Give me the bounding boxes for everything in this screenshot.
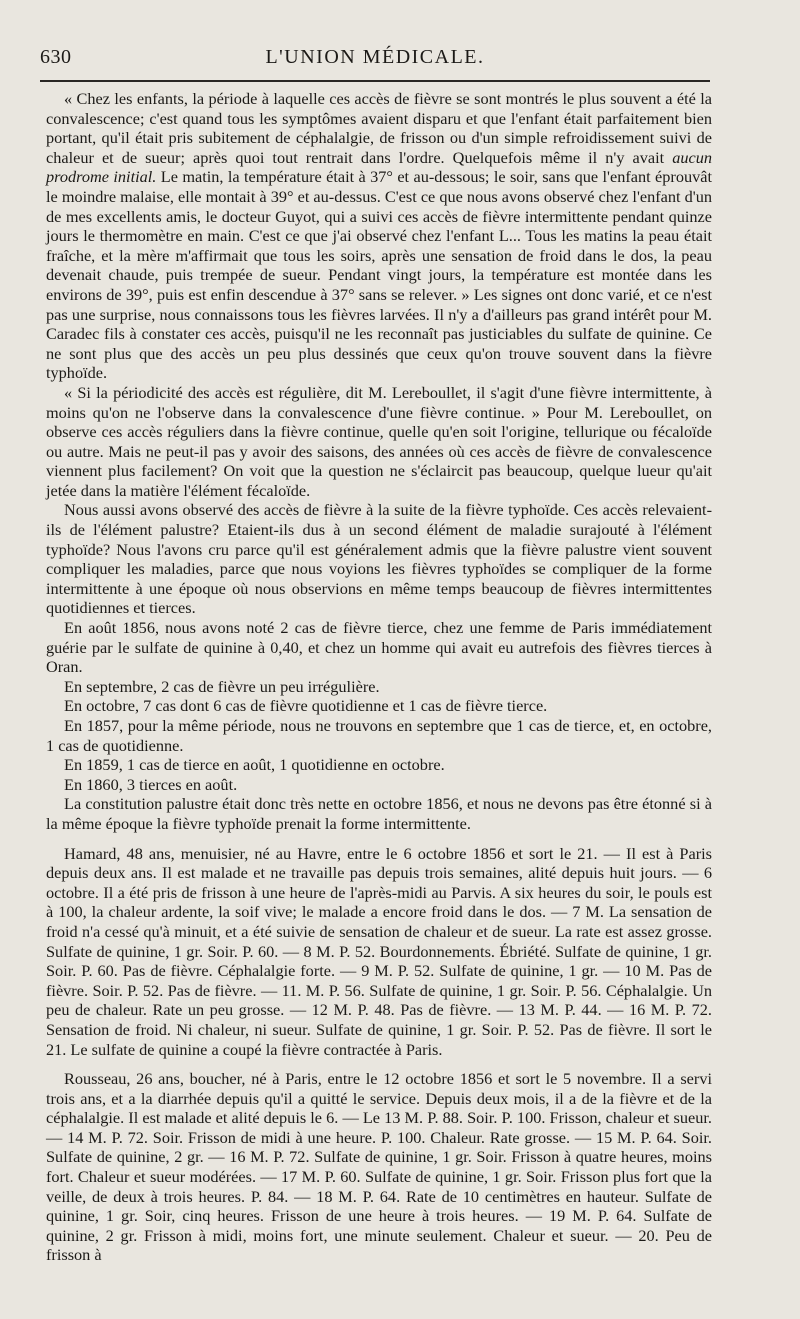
case-report-hamard: Hamard, 48 ans, menuisier, né au Havre, entre le 6 octobre 1856 et sort le 21. — Il est à Paris depuis deux ans. Il est malade et ne travaille pas depuis trois semaines, alité depuis huit jours. — 6 octobre. Il a été pris de frisson à une heure de l'après-midi au Parvis. A six heures du soir, le pouls est à 100, la chaleur ardente, la soif vive; le malade a encore froid dans le dos. — 7 M. La sensation de froid n'a cessé qu'à minuit, et a été suivie de sensation de chaleur et de sueur. La rate est assez grosse. Sulfate de quinine, 1 gr. Soir. P. 60. — 8 M. P. 52. Bourdonnements. Ébriété. Sulfate de quinine, 1 gr. Soir. P. 60. Pas de fièvre. Céphalalgie forte. — 9 M. P. 52. Sulfate de quinine, 1 gr. — 10 M. Pas de fièvre. Soir. P. 52. Pas de fièvre. — 11. M. P. 56. Sulfate de quinine, 1 gr. Soir. P. 56. Céphalalgie. Un peu de chaleur. Rate un peu grosse. — 12 M. P. 48. Pas de fièvre. — 13 M. P. 44. — 16 M. P. 72. Sensation de froid. Ni chaleur, ni sueur. Sulfate de quinine, 1 gr. Soir. P. 52. Pas de fièvre. Il sort le 21. Le sulfate de quinine a coupé la fièvre contractée à Paris. — [46, 843, 712, 1059]
header-rule — [40, 80, 710, 82]
paragraph: En septembre, 2 cas de fièvre un peu irrégulière. — [64, 676, 380, 696]
paragraph: La constitution palustre était donc très nette en octobre 1856, et nous ne devons pas être étonné si à la même époque la fièvre typhoïde prenait la forme intermittente. — [46, 794, 712, 833]
paragraph — [46, 89, 712, 383]
paragraph: « Si la périodicité des accès est régulière, dit M. Lereboullet, il s'agit d'une fièvre intermittente, à moins qu'on ne l'observe dans la convalescence d'une fièvre continue. » Pour M. Lereboullet, on observe ces accès réguliers dans la fièvre continue, quelle qu'en soit l'origine, tellurique ou fécaloïde ou autre. Mais ne peut-il pas y avoir des saisons, des années où ces accès de fièvre de convalescence viennent plus facilement? On voit que la question ne s'éclaircit pas beaucoup, quelque lueur qu'ait jetée dans la matière l'élément fécaloïde. — [46, 382, 712, 500]
paragraph: En 1857, pour la même période, nous ne trouvons en septembre que 1 cas de tierce, et, en octobre, 1 cas de quotidienne. — [46, 716, 712, 755]
paragraph: En août 1856, nous avons noté 2 cas de fièvre tierce, chez une femme de Paris immédiatement guérie par le sulfate de quinine à 0,40, et chez un homme qui avait eu autrefois des fièvres tierces à Oran. — [46, 618, 712, 677]
paragraph: En 1860, 3 tierces en août. — [64, 774, 238, 794]
paragraph-text: « Chez les enfants, la période à laquelle ces accès de fièvre se sont montrés le plus souvent a été la convalescence; c'est quand tous les symptômes avaient disparu et que l'enfant était parfaitement bien portant, qu'il était pris subitement de céphalalgie, de frisson ou d'un simple refroidissement suivi de chaleur et de sueur; après quoi tout rentrait dans l'ordre. Quelquefois même il n'y avait — [46, 89, 712, 167]
body-text — [46, 89, 712, 1265]
paragraph: Nous aussi avons observé des accès de fièvre à la suite de la fièvre typhoïde. Ces accès relevaient-ils de l'élément palustre? Etaient-ils dus à un second élément de maladie surajouté à l'élément typhoïde? Nous l'avons cru parce qu'il est généralement admis que la fièvre palustre vient souvent compliquer les maladies, parce que nous voyions les fièvres typhoïdes se compliquer de la forme intermittente à une époque où nous observions en même temps beaucoup de fièvres intermittentes quotidiennes et tierces. — [46, 500, 712, 618]
case-report-rousseau: Rousseau, 26 ans, boucher, né à Paris, entre le 12 octobre 1856 et sort le 5 novembre. Il a servi trois ans, et a la diarrhée depuis qu'il a quitté le service. Depuis deux mois, il a de la fièvre et de la céphalalgie. Il est malade et alité depuis le 6. — Le 13 M. P. 88. Soir. P. 100. Frisson, chaleur et sueur. — 14 M. P. 72. Soir. Frisson de midi à une heure. P. 100. Chaleur. Rate grosse. — 15 M. P. 64. Soir. Sulfate de quinine, 2 gr. — 16 M. P. 72. Sulfate de quinine, 1 gr. Soir. Frisson à quatre heures, moins fort. Chaleur et sueur modérées. — 17 M. P. 60. Sulfate de quinine, 1 gr. Soir. Frisson plus fort que la veille, de deux à trois heures. P. 84. — 18 M. P. 64. Rate de 10 centimètres en hauteur. Sulfate de quinine, 1 gr. Soir, cinq heures. Frisson de une heure à trois heures. — 19 M. P. 64. Sulfate de quinine, 2 gr. Frisson à midi, moins fort, une minute seulement. Chaleur et sueur. — 20. Peu de frisson à — [46, 1069, 712, 1265]
page-header — [40, 46, 710, 74]
paragraph: En 1859, 1 cas de tierce en août, 1 quotidienne en octobre. — [64, 755, 445, 775]
page-number: 630 — [40, 46, 72, 68]
paragraph: En octobre, 7 cas dont 6 cas de fièvre quotidienne et 1 cas de fièvre tierce. — [64, 696, 548, 716]
paragraph-text: Le matin, la température était à 37° et au-dessous; le soir, sans que l'enfant éprouvât le moindre malaise, elle montait à 39° et au-dessus. C'est ce que nous avons observé chez l'enfant d'un de mes excellents amis, le docteur Guyot, qui a suivi ces accès de fièvre intermittente pendant quinze jours le thermomètre en main. C'est ce que j'ai observé chez l'enfant L... Tous les matins la peau était fraîche, et la mère m'affirmait que tous les soirs, après une sensation de froid dans le dos, la peau devenait chaude, puis trempée de sueur. Pendant vingt jours, la température est montée dans les environs de 39°, puis est enfin descendue à 37° sans se relever. » Les signes ont donc varié, et ce n'est pas une surprise, nous connaissons tous les fièvres larvées. Il n'y a d'ailleurs pas grand intérêt pour M. Caradec fils à constater ces accès, puisqu'il ne les reconnaît pas justiciables du sulfate de quinine. Ce ne sont plus que des accès un peu plus dessinés que ceux qu'on trouve souvent dans la fièvre typhoïde. — [46, 167, 712, 383]
italic-phrase: aucun prodrome initial. — [46, 147, 712, 187]
journal-title: L'UNION MÉDICALE. — [265, 46, 485, 68]
